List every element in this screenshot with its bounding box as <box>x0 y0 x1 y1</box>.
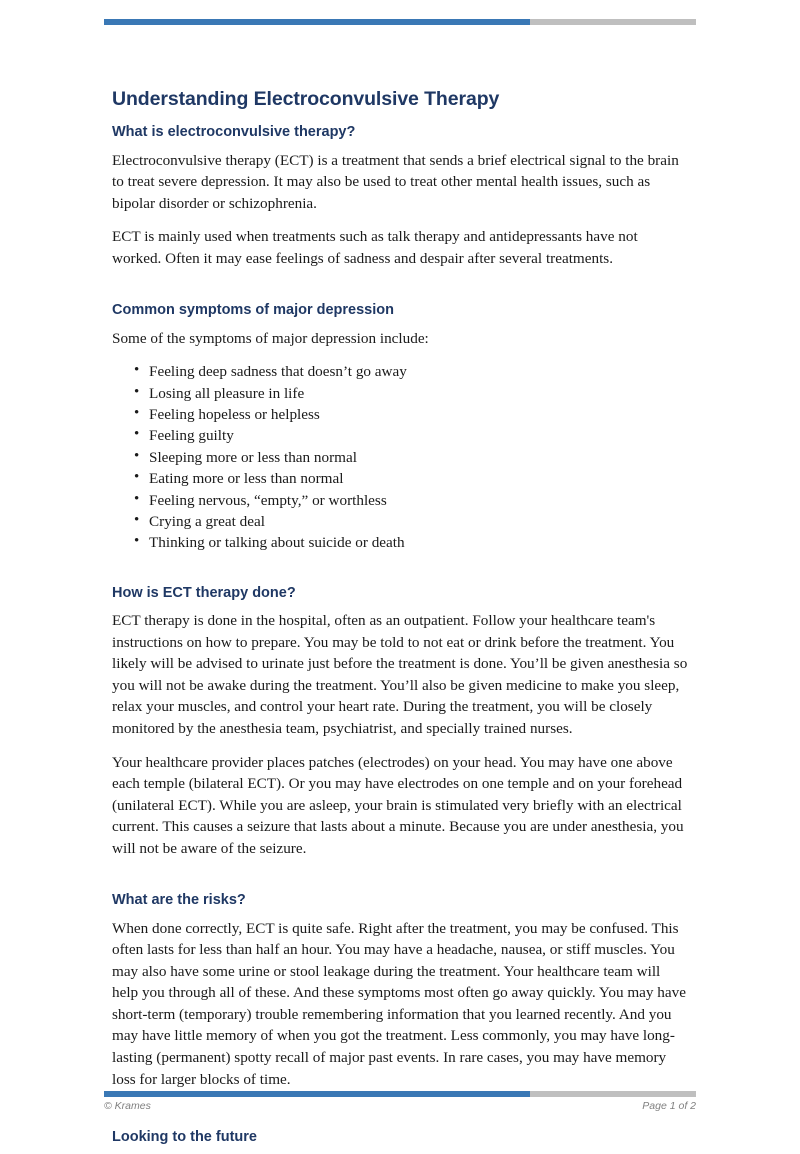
section-heading-how-is-ect-done: How is ECT therapy done? <box>112 584 296 601</box>
section-heading-common-symptoms: Common symptoms of major depression <box>112 302 394 319</box>
list-item: • Thinking or talking about suicide or death <box>149 532 688 553</box>
list-item: • Feeling guilty <box>149 425 688 446</box>
section-heading-what-is-ect: What is electroconvulsive therapy? <box>112 124 356 141</box>
paragraph: Some of the symptoms of major depression include: <box>112 329 429 347</box>
top-rule <box>104 19 696 25</box>
symptom-list <box>112 361 688 554</box>
spacer <box>112 281 688 301</box>
top-rule-filled <box>104 19 530 25</box>
bottom-rule-remainder <box>530 1091 696 1097</box>
bottom-rule-filled <box>104 1091 530 1097</box>
paragraph: Your healthcare provider places patches (electrodes) on your head. You may have one above each temple (bilateral ECT). Or you may have electrodes on one temple and on your forehead (unilateral ECT). While you are asleep, your brain is stimulated very briefly with an electrical current. This causes a seizure that lasts about a minute. Because you are under anesthesia, you will not be aware of the seizure. <box>112 753 684 857</box>
paragraph: When done correctly, ECT is quite safe. Right after the treatment, you may be confused. This often lasts for less than half an hour. You may have a headache, nausea, or stiff muscles. You may also have some urine or stool leakage during the treatment. Your healthcare team will help you through all of these. And these symptoms most often go away quickly. You may have short-term (temporary) trouble remembering information that you learned recently. And you may have little memory of when you got the treatment. Less commonly, you may have long-lasting (permanent) spotty recall of major past events. In rare cases, you may have memory loss for larger blocks of time. <box>112 919 686 1088</box>
spacer <box>112 871 688 891</box>
paragraph: ECT therapy is done in the hospital, often as an outpatient. Follow your healthcare team's instructions on how to prepare. You may be told to not eat or drink before the treatment. You likely will be advised to urinate just before the treatment is done. You’ll be given anesthesia so you will not be awake during the treatment. You’ll also be given medicine to make you sleep, relax your muscles, and control your heart rate. During the treatment, you will be closely monitored by the anesthesia team, psychiatrist, and specially trained nurses. <box>112 612 688 737</box>
bottom-rule <box>104 1091 696 1097</box>
list-item: • Feeling hopeless or helpless <box>149 404 688 425</box>
list-item: • Crying a great deal <box>149 511 688 532</box>
section-heading-looking-to-the-future: Looking to the future <box>112 1129 257 1146</box>
footer-page-number: Page 1 of 2 <box>642 1100 696 1112</box>
list-item: • Sleeping more or less than normal <box>149 447 688 468</box>
section-heading-what-are-the-risks: What are the risks? <box>112 892 246 909</box>
top-rule-remainder <box>530 19 696 25</box>
page-footer <box>104 1100 696 1112</box>
list-item: • Feeling nervous, “empty,” or worthless <box>149 490 688 511</box>
list-item: • Eating more or less than normal <box>149 468 688 489</box>
page-title: Understanding Electroconvulsive Therapy <box>112 88 500 110</box>
list-item: • Feeling deep sadness that doesn’t go away <box>149 361 688 382</box>
document-body <box>112 88 688 1154</box>
list-item: • Losing all pleasure in life <box>149 383 688 404</box>
paragraph: ECT is mainly used when treatments such as talk therapy and antidepressants have not worked. Often it may ease feelings of sadness and despair after several treatments. <box>112 228 638 267</box>
footer-copyright: © Krames <box>104 1100 151 1112</box>
spacer <box>112 558 688 584</box>
paragraph: Electroconvulsive therapy (ECT) is a treatment that sends a brief electrical signal to the brain to treat severe depression. It may also be used to treat other mental health issues, such as bipolar disorder or schizophrenia. <box>112 151 679 212</box>
